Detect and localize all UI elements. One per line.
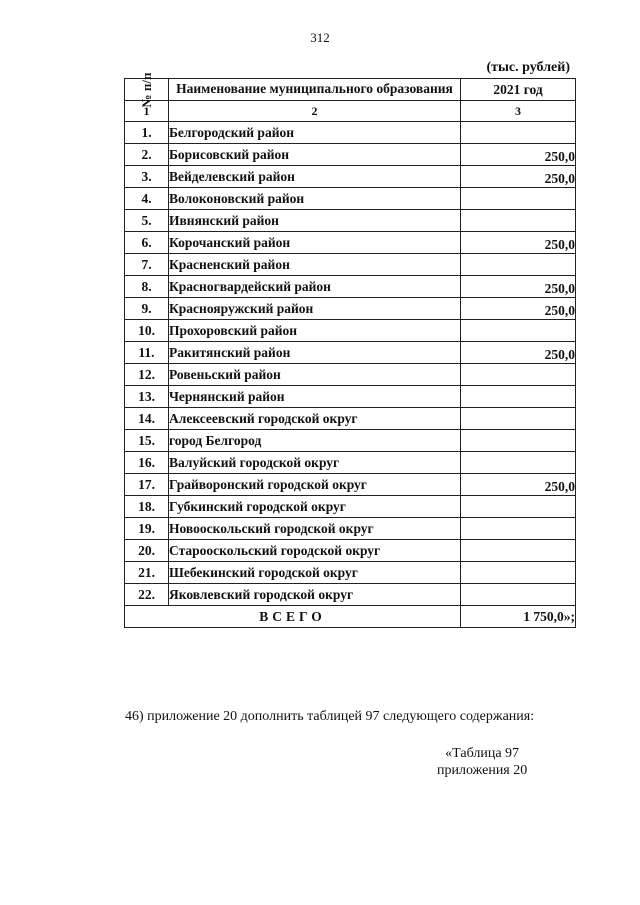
- row-name: Чернянский район: [169, 386, 461, 408]
- table-row: [125, 298, 576, 320]
- row-name: Новооскольский городской округ: [169, 518, 461, 540]
- table-row: [125, 232, 576, 254]
- row-name: Ракитянский район: [169, 342, 461, 364]
- row-number: 21.: [125, 562, 169, 584]
- row-name: Прохоровский район: [169, 320, 461, 342]
- row-number: 6.: [125, 232, 169, 254]
- table-row: [125, 188, 576, 210]
- row-number: 17.: [125, 474, 169, 496]
- row-number: 14.: [125, 408, 169, 430]
- caption-line-2: приложения 20: [437, 763, 528, 778]
- row-value: [461, 430, 576, 452]
- table-row: [125, 364, 576, 386]
- row-value: [461, 518, 576, 540]
- table-row: [125, 540, 576, 562]
- row-value: [461, 188, 576, 210]
- row-value: [461, 408, 576, 430]
- row-name: Краснояружский район: [169, 298, 461, 320]
- table-row: [125, 166, 576, 188]
- row-number: 10.: [125, 320, 169, 342]
- row-value: [461, 496, 576, 518]
- row-value: [461, 364, 576, 386]
- row-number: 12.: [125, 364, 169, 386]
- table-row: [125, 562, 576, 584]
- table-header-row: [125, 79, 576, 101]
- column-index-cell: 1: [125, 101, 169, 122]
- row-number: 2.: [125, 144, 169, 166]
- budget-table: [124, 72, 576, 628]
- row-name: Шебекинский городской округ: [169, 562, 461, 584]
- row-name: Алексеевский городской округ: [169, 408, 461, 430]
- header-num: [125, 72, 169, 107]
- table-row: [125, 452, 576, 474]
- row-value: 250,0: [461, 166, 576, 188]
- table-row: [125, 210, 576, 232]
- row-value: 250,0: [461, 474, 576, 496]
- row-name: Старооскольский городской округ: [169, 540, 461, 562]
- row-name: Яковлевский городской округ: [169, 584, 461, 606]
- amendment-text: 46) приложение 20 дополнить таблицей 97 следующего содержания:: [125, 709, 535, 724]
- row-value: [461, 386, 576, 408]
- header-name: Наименование муниципального образования: [169, 79, 461, 101]
- row-value: [461, 320, 576, 342]
- row-name: Красногвардейский район: [169, 276, 461, 298]
- column-index-row: [125, 101, 576, 122]
- total-value: 1 750,0»;: [461, 606, 576, 628]
- row-value: [461, 562, 576, 584]
- row-number: 13.: [125, 386, 169, 408]
- row-name: Губкинский городской округ: [169, 496, 461, 518]
- row-number: 18.: [125, 496, 169, 518]
- row-number: 15.: [125, 430, 169, 452]
- row-value: [461, 122, 576, 144]
- row-number: 5.: [125, 210, 169, 232]
- row-number: 16.: [125, 452, 169, 474]
- total-label: ВСЕГО: [125, 606, 461, 628]
- row-name: Грайворонский городской округ: [169, 474, 461, 496]
- row-number: 9.: [125, 298, 169, 320]
- row-value: [461, 584, 576, 606]
- row-name: Вейделевский район: [169, 166, 461, 188]
- row-value: [461, 540, 576, 562]
- column-index-cell: 3: [461, 101, 576, 122]
- header-num-label: № п/п: [138, 72, 154, 107]
- units-label: (тыс. рублей): [486, 60, 570, 75]
- table-row: [125, 496, 576, 518]
- header-year: 2021 год: [461, 79, 576, 101]
- row-value: 250,0: [461, 232, 576, 254]
- row-number: 4.: [125, 188, 169, 210]
- page-number: 312: [310, 30, 330, 45]
- table-body: [125, 122, 576, 606]
- row-name: Борисовский район: [169, 144, 461, 166]
- row-name: Ровеньский район: [169, 364, 461, 386]
- table-row: [125, 518, 576, 540]
- row-name: Валуйский городской округ: [169, 452, 461, 474]
- row-name: Красненский район: [169, 254, 461, 276]
- total-row: [125, 606, 576, 628]
- row-number: 1.: [125, 122, 169, 144]
- table-row: [125, 584, 576, 606]
- row-number: 8.: [125, 276, 169, 298]
- row-value: [461, 254, 576, 276]
- row-number: 22.: [125, 584, 169, 606]
- table-row: [125, 386, 576, 408]
- row-name: Корочанский район: [169, 232, 461, 254]
- row-name: город Белгород: [169, 430, 461, 452]
- row-value: [461, 210, 576, 232]
- row-number: 19.: [125, 518, 169, 540]
- row-name: Ивнянский район: [169, 210, 461, 232]
- row-number: 20.: [125, 540, 169, 562]
- table-row: [125, 342, 576, 364]
- row-number: 3.: [125, 166, 169, 188]
- row-name: Белгородский район: [169, 122, 461, 144]
- caption-line-1: «Таблица 97: [445, 746, 520, 761]
- row-value: 250,0: [461, 298, 576, 320]
- row-value: 250,0: [461, 276, 576, 298]
- table-row: [125, 254, 576, 276]
- table-row: [125, 430, 576, 452]
- table-caption: [437, 745, 527, 779]
- row-number: 7.: [125, 254, 169, 276]
- row-value: 250,0: [461, 144, 576, 166]
- column-index-cell: 2: [169, 101, 461, 122]
- row-name: Волоконовский район: [169, 188, 461, 210]
- table-row: [125, 320, 576, 342]
- table-row: [125, 276, 576, 298]
- table-row: [125, 474, 576, 496]
- table-row: [125, 122, 576, 144]
- table-row: [125, 144, 576, 166]
- row-number: 11.: [125, 342, 169, 364]
- row-value: 250,0: [461, 342, 576, 364]
- row-value: [461, 452, 576, 474]
- table-row: [125, 408, 576, 430]
